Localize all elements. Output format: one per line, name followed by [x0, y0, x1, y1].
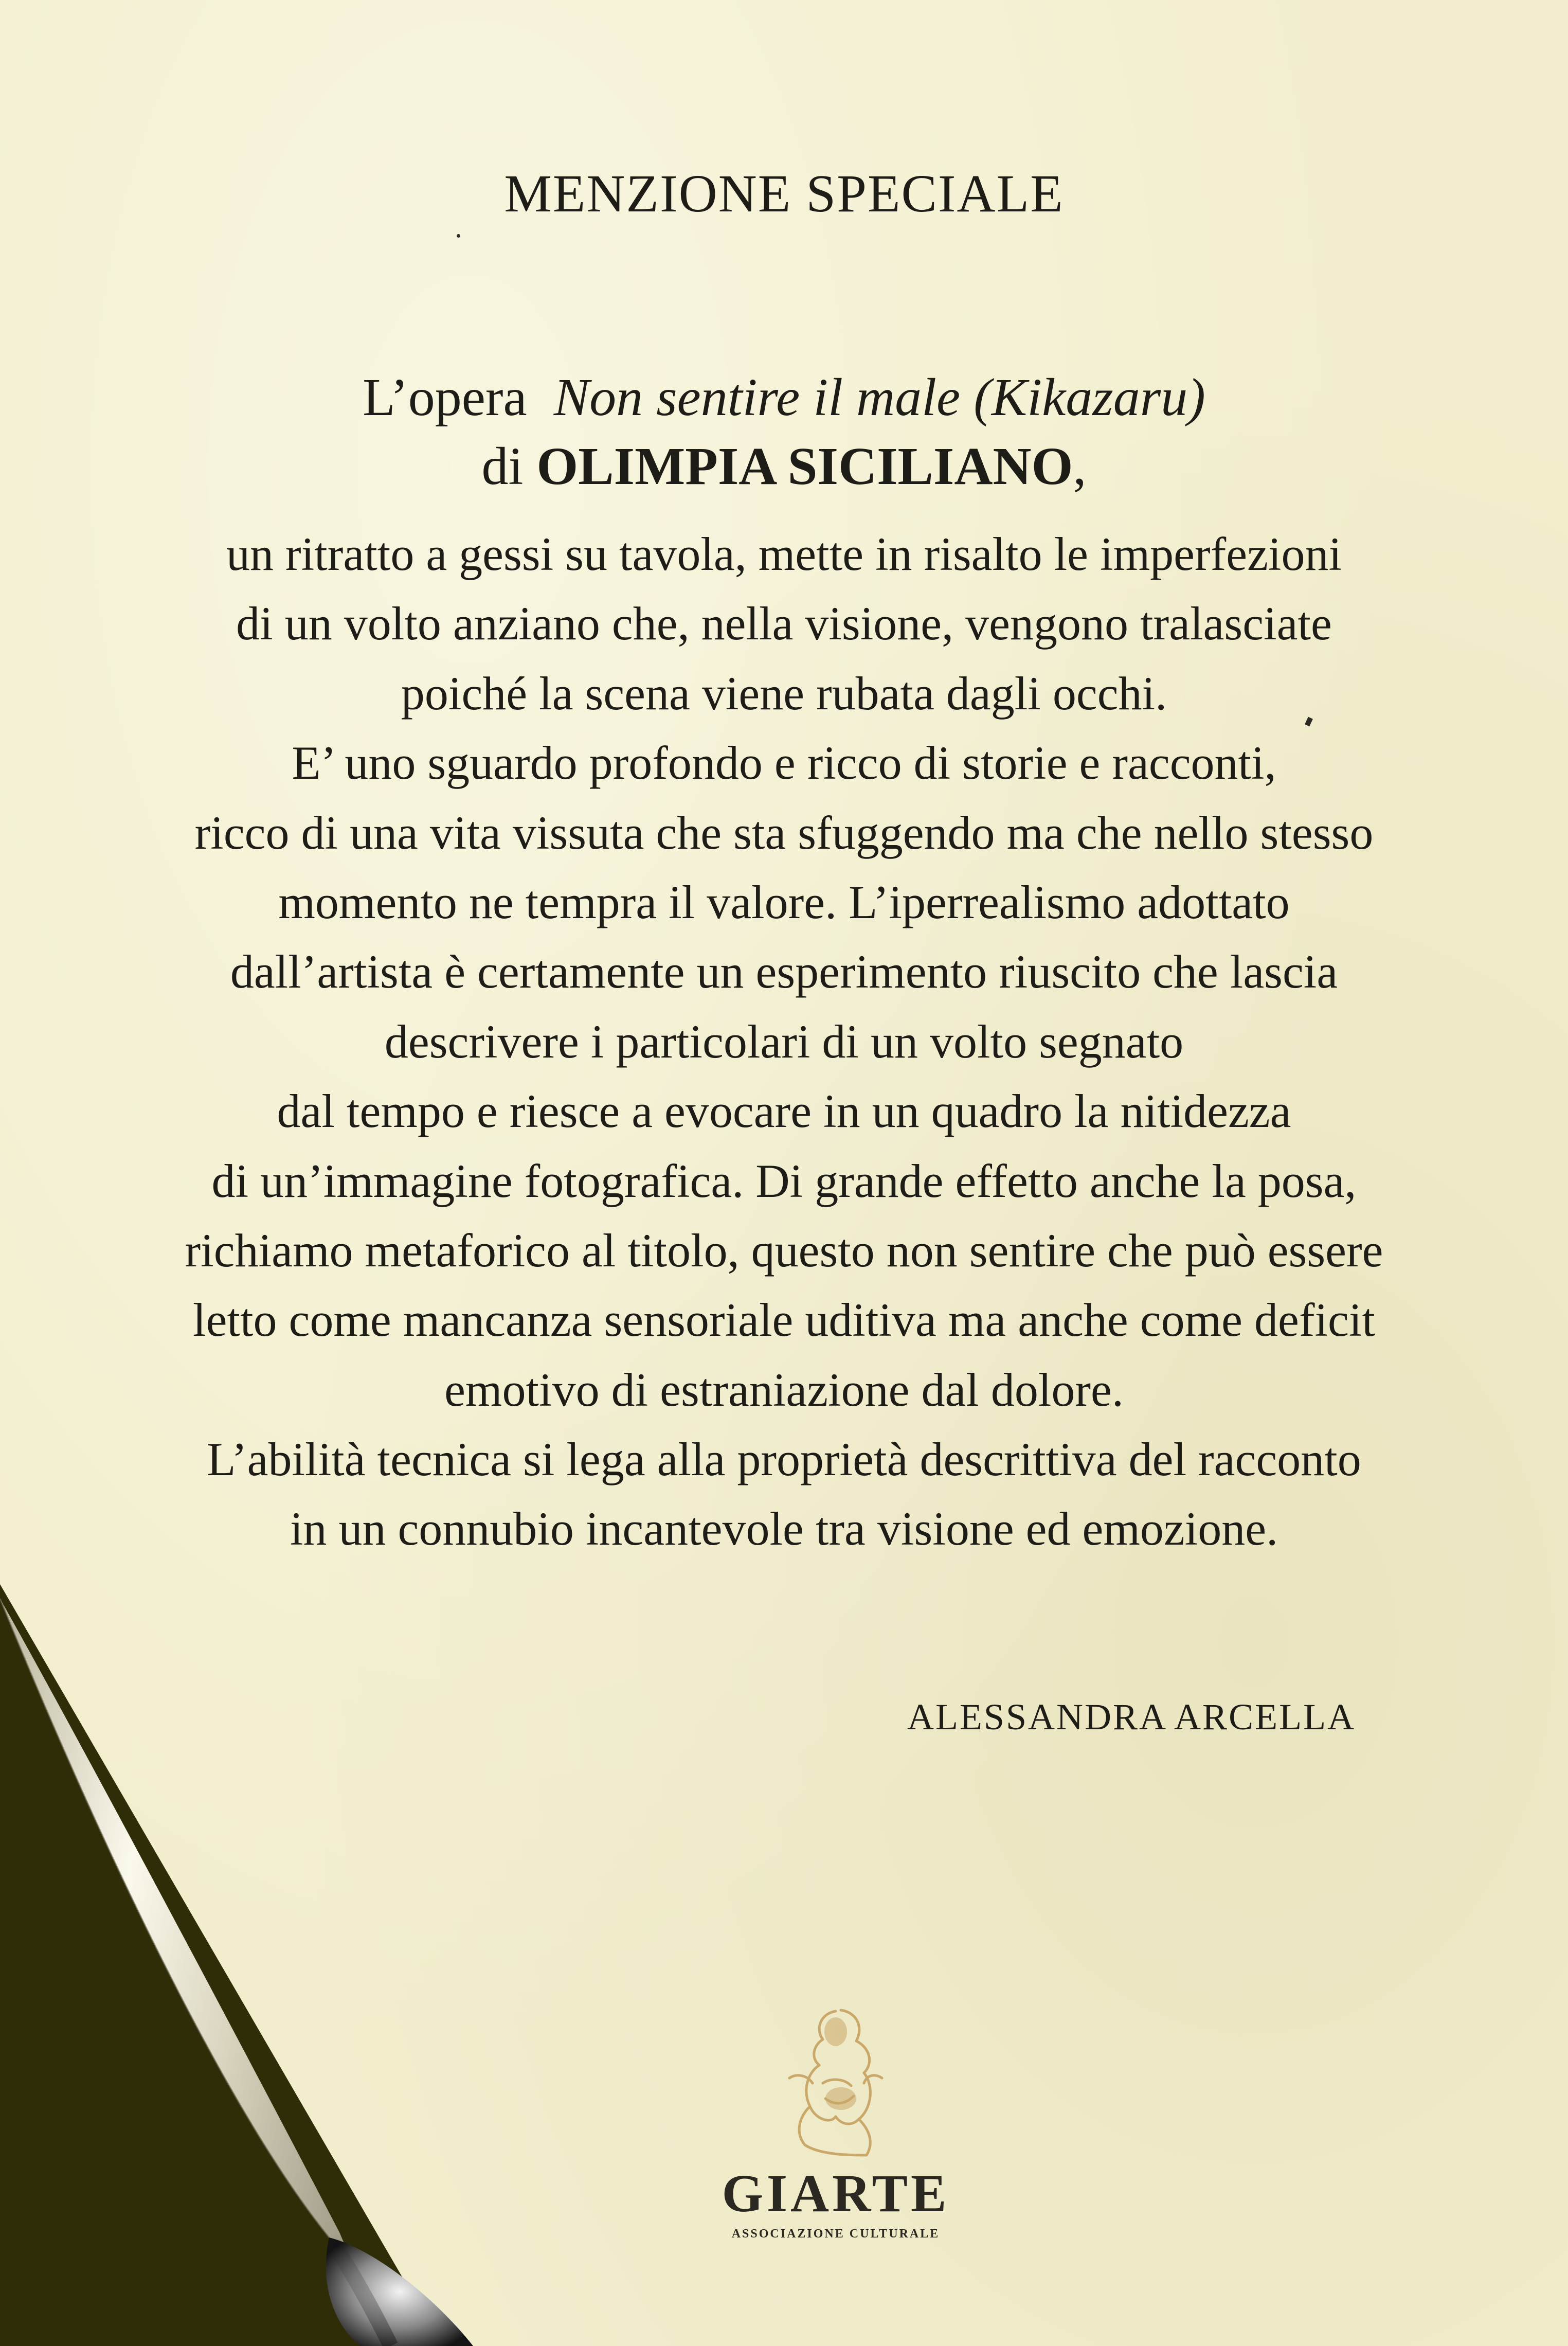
body-line: in un connubio incantevole tra visione ed emozione.	[290, 1502, 1278, 1555]
body-line: E’ uno sguardo profondo e ricco di storie e racconti,	[292, 737, 1276, 790]
body-line: dall’artista è certamente un esperimento riuscito che lascia	[230, 945, 1338, 998]
body-line: L’abilità tecnica si lega alla proprietà descrittiva del racconto	[207, 1433, 1361, 1486]
work-title: Non sentire il male (Kikazaru)	[553, 368, 1205, 427]
artist-by: di	[481, 437, 524, 496]
sculpture-emblem-icon	[759, 2001, 913, 2165]
body-line: un ritratto a gessi su tavola, mette in risalto le imperfezioni	[226, 528, 1342, 580]
artist-line	[0, 433, 1568, 500]
body-line: poiché la scena viene rubata dagli occhi.	[401, 667, 1167, 720]
page-curl	[0, 1584, 514, 2346]
intro-prefix: L’opera	[363, 368, 527, 427]
critique-text	[0, 520, 1568, 1564]
logo-name: GIARTE	[722, 2164, 950, 2223]
body-line: ricco di una vita vissuta che sta sfuggendo ma che nello stesso	[194, 806, 1374, 859]
artist-name: OLIMPIA SICILIANO	[536, 437, 1073, 496]
body-line: momento ne tempra il valore. L’iperrealismo adottato	[278, 875, 1290, 928]
body-line: emotivo di estraniazione dal dolore.	[444, 1363, 1124, 1416]
body-line: di un’immagine fotografica. Di grande effetto anche la posa,	[211, 1154, 1357, 1207]
artist-comma: ,	[1073, 437, 1087, 496]
logo-subtitle: ASSOCIAZIONE CULTURALE	[731, 2227, 940, 2241]
body-line: letto come mancanza sensoriale uditiva ma anche come deficit	[193, 1294, 1375, 1347]
body-line: dal tempo e riesce a evocare in un quadro la nitidezza	[277, 1085, 1291, 1138]
curl-backdrop	[0, 1584, 442, 2346]
page-title: MENZIONE SPECIALE	[504, 164, 1064, 223]
ink-speck	[457, 234, 460, 238]
body-line: descrivere i particolari di un volto segnato	[384, 1015, 1184, 1068]
signature: ALESSANDRA ARCELLA	[907, 1696, 1356, 1738]
body-line: richiamo metaforico al titolo, questo non sentire che può essere	[185, 1224, 1383, 1277]
work-intro	[0, 364, 1568, 431]
body-line: di un volto anziano che, nella visione, vengono tralasciate	[236, 597, 1332, 650]
giarte-logo	[669, 2001, 1003, 2241]
